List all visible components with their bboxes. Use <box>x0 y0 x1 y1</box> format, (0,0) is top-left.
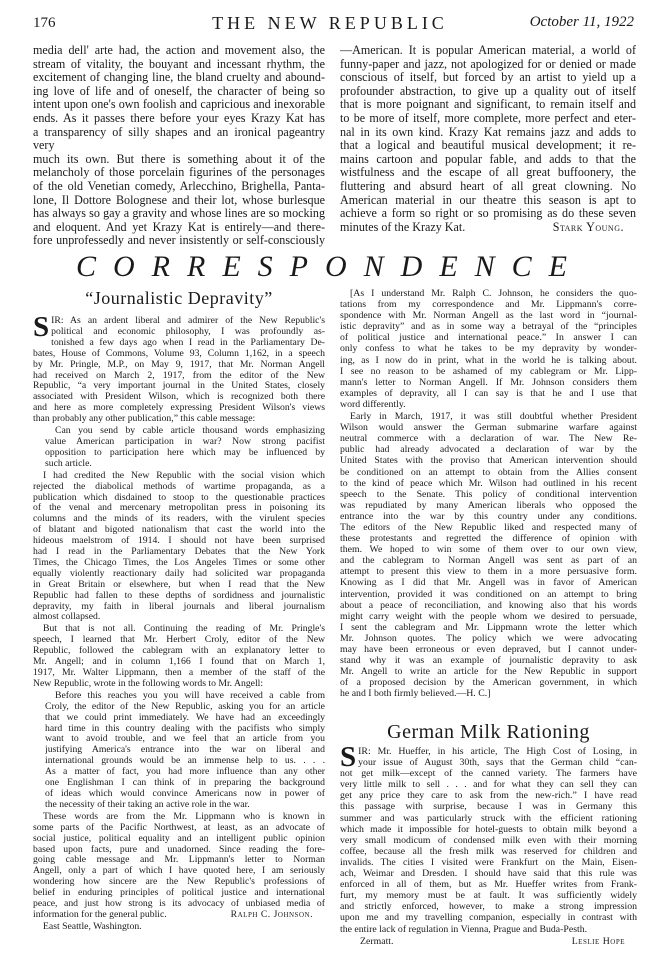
text-line: opposition to participation here which may be influenced by <box>45 447 325 458</box>
text-line: the entire lack of regulation in Vienna, Prague and Buda-Pesth. <box>340 923 588 935</box>
text-line: only confess to what he takes to be my depravity by wonder- <box>340 343 637 355</box>
page-number: 176 <box>33 15 56 31</box>
text-line: this passage with surprise, because I was in Germany this <box>340 801 637 813</box>
text-line: intervention, provided it was conditioned on an attempt to bring <box>340 588 637 600</box>
text-line: and eloquent. And yet Krazy Kat is entirely—and there- <box>33 220 325 234</box>
text-line: spondence with Mr. Norman Angell as the last word in “journal- <box>340 310 637 322</box>
publication-title: THE NEW REPUBLIC <box>212 13 448 33</box>
text-line: furt, my memory must be at fault. It was sufficiently widely <box>340 890 637 902</box>
text-line: publication which disdained to stoop to the questionable practices <box>33 492 325 503</box>
text-line: —American. It is popular American material, a world of <box>340 44 636 57</box>
text-line: international grounds would be an immense help to us. . . . <box>45 756 325 767</box>
text-line: that is more poignant and significant, to remain itself and <box>340 98 636 112</box>
text-line: Early in March, 1917, it was still doubtful whether President <box>350 411 637 423</box>
text-line: hideous maelstrom of 1914. I should not have been surprised <box>33 536 325 547</box>
text-line: word differently. <box>340 398 406 410</box>
text-line: mains cartoon and popular fable, and adds to that the <box>340 152 636 166</box>
text-line: profounder abstraction, to give up a quality out of itself <box>340 84 636 98</box>
text-line: ends. As it passes there before your eyes Krazy Kat has <box>33 111 325 125</box>
text-line: almost collapsed. <box>33 612 101 623</box>
letter-title-journalistic-depravity: “Journalistic Depravity” <box>85 288 273 308</box>
text-line: of political justice and international peace.” In answer I can <box>340 332 637 344</box>
text-line: funny-paper and jazz, not apologized for or denied or made <box>340 57 636 71</box>
paragraph <box>33 922 325 933</box>
text-line: might carry weight with the people whom we desired to persuade, <box>340 610 637 622</box>
text-line: Croly, the editor of the New Republic, asking you for an article <box>45 701 325 712</box>
text-line: of ideas which would convince Americans now in power of <box>45 788 325 799</box>
block-quote <box>45 691 325 811</box>
text-line: I see no reason to be ashamed of my cablegram or Mr. Lipp- <box>340 365 637 377</box>
text-line: American material in our theatre this season is apt to <box>340 193 636 207</box>
text-line: summer and was particularly struck with the efficient rationing <box>340 812 637 824</box>
text-line: stand why it was an example of journalistic depravity to ask <box>340 655 637 667</box>
text-line: enforced in all of them, but as Mr. Hueffer writes from Frank- <box>340 879 637 891</box>
letter-title-german-milk-rationing: German Milk Rationing <box>387 721 590 743</box>
text-line: a transparency of silly shapes and an ironical pageantry very <box>33 125 325 153</box>
text-line: get any price they care to ask from the new-rich.” I have read <box>340 790 637 802</box>
text-line: intent upon one's own foolish and capricious and inexorable <box>33 98 325 112</box>
text-line: excitement of changing line, the bland cruelty and abound- <box>33 71 325 85</box>
text-line: Knowing as I did that Mr. Angell was in favor of American <box>340 577 637 589</box>
text-line: which made it impossible for hotel-guests to obtain milk beyond a <box>340 823 637 835</box>
text-line: Mr. Angell; and in column 1,166 I found that on March 1, <box>33 657 325 668</box>
text-line <box>33 910 325 921</box>
text-line: melancholy of those porcelain figurines of the personages <box>33 166 325 180</box>
text-line: be conditioned on an attempt to obtain from the Allies consent <box>340 466 637 478</box>
text-line: As a matter of fact, you had more influence than any other <box>45 767 325 778</box>
text-line: ing love of life and of oneself, the character of being so <box>33 84 325 98</box>
drop-cap: S <box>340 741 357 773</box>
text-line: speech, I learned that Mr. Herbert Croly, editor of the New <box>33 635 325 646</box>
author-signature: Stark Young. <box>552 220 624 234</box>
text-line: entrance into the war by this country under any conditions. <box>340 510 637 522</box>
text-line: East Seattle, Washington. <box>43 921 142 932</box>
text-line: columns and the minds of its readers, with the virulent species <box>33 514 325 525</box>
text-line: the necessity of their taking an active role in the war. <box>45 799 250 810</box>
paragraph <box>340 936 637 947</box>
review-column-right <box>340 44 636 235</box>
text-line: Times, the Chicago Times, the Los Angeles Times or some other <box>33 557 325 568</box>
text-line: fore unprofessedly and never insistently or self-consciously <box>33 234 325 248</box>
text-line: wistfulness and the escape of all great buffoonery, the <box>340 166 636 180</box>
author-signature: Leslie Hope <box>571 935 625 947</box>
text-line: stream of vitality, the bouyant and incessant rhythm, the <box>33 57 325 71</box>
paragraph <box>33 311 325 425</box>
text-line: speech to the Senate. This policy of conditional intervention <box>340 488 637 500</box>
text-line <box>340 936 637 947</box>
text-line: mann's letter to Norman Angell. If Mr. Johnson considers them <box>340 376 637 388</box>
paragraph <box>33 624 325 689</box>
issue-date: October 11, 1922 <box>529 14 634 30</box>
text-line: nal in its own kind. Krazy Kat remains jazz and adds to <box>340 125 636 139</box>
text-line: ach, Weimar and Dresden. I should have said that this rule was <box>340 868 637 880</box>
letter-journalistic-depravity <box>33 311 325 934</box>
text-line: attempt to present this view to them in a more persuasive form. <box>340 566 637 578</box>
paragraph <box>340 411 637 699</box>
text-line: rejected the diabolical methods of wartime propaganda, as a <box>33 481 325 492</box>
text-line: and here as more completely expressing President Wilson's views <box>33 403 325 414</box>
text-line: Mr. Johnson quotes. The policy which we were advocating <box>340 632 637 644</box>
text-line: Wilson would answer the German submarine warfare against <box>340 422 637 434</box>
text-line: to be more of itself, more complete, more perfect and eter- <box>340 111 636 125</box>
text-line: by Mr. Pringle, M.P., on May 9, 1917, that Mr. Norman Angell <box>33 359 325 370</box>
text-line: Can you send by cable article thousand words emphasizing <box>55 426 325 437</box>
text-line: The editors of the New Republic liked and respected many of <box>340 521 637 533</box>
text-line: that we could print immediately. We have had an exceedingly <box>45 712 325 723</box>
text-line: public had already advocated a declaration of war by the <box>340 444 637 456</box>
text-line: very small modicum of condensed milk even with their morning <box>340 834 637 846</box>
paragraph <box>33 812 325 921</box>
text-line: value American participation in war? Now strong pacifist <box>45 436 325 447</box>
text-line: examples of depravity, all I can say is that he and I use that <box>340 387 637 399</box>
text-line: of the venal and mercenary metropolitan press in poisoning its <box>33 503 325 514</box>
text-line: invalids. The cities I visited were Frankfurt on the Main, Eisen- <box>340 856 637 868</box>
text-line: I sent the cablegram and Mr. Lippmann wrote the letter which <box>340 621 637 633</box>
text-line: Republic, followed the cablegram with an explanatory letter to <box>33 646 325 657</box>
text-line: very little milk to sell . . . and for what they can sell they can <box>340 779 637 791</box>
text-line: hard time in this country dealing with the pacifists who simply <box>45 723 325 734</box>
text-line: not get milk—except of the canned variety. The farmers have <box>340 768 637 780</box>
text-line: that a logical and beautiful musical development; it re- <box>340 139 636 153</box>
text-line <box>340 221 636 235</box>
text-line: political and economic philosophy, I was profoundly as- <box>51 326 325 337</box>
text-line: peace, and just how strong is its advocacy of unbiased media of <box>33 899 325 910</box>
text-line: neutral commerce with a declaration of war. The New Re- <box>340 433 637 445</box>
text-line: and the cablegram to Norman Angell was sent as part of an <box>340 555 637 567</box>
text-line: of a proposed decision by the American government, in which <box>340 677 637 689</box>
text-line: your issue of August 30th, says that the German child “can- <box>358 757 637 769</box>
text-line: based upon facts, pure and unadorned. Since reading the fore- <box>33 844 325 855</box>
text-line: some parts of the Pacific Northwest, at least, as an advocate of <box>33 822 325 833</box>
text-line-content: minutes of the Krazy Kat. <box>340 220 466 234</box>
text-line: lone, Il Dottore Bolognese and their lot, whose burlesque <box>33 193 325 207</box>
paragraph <box>340 741 637 935</box>
text-line: I had credited the New Republic with the social vision which <box>43 470 325 481</box>
text-line: want to avoid trouble, and we feel that an article from you <box>45 734 325 745</box>
text-line: social justice, political equality and an intelligent public opinion <box>33 833 325 844</box>
paragraph <box>340 288 637 410</box>
text-line: and strictly enforced, however, to make a strong impression <box>340 901 637 913</box>
text-line: justifying America's entrance into the war on liberal and <box>45 745 325 756</box>
text-line: These words are from the Mr. Lippmann who is known in <box>43 811 325 822</box>
text-line-content: Zermatt. <box>360 935 394 947</box>
text-line: Mr. Angell to write an article for the New Republic in support <box>340 666 637 678</box>
text-line: in Great Britain or elsewhere, but when I read that the New <box>33 579 325 590</box>
text-line: tonished a few days ago when I read in the Parliamentary De- <box>51 337 325 348</box>
text-line: belief in enduring principles of political justice and international <box>33 888 325 899</box>
text-line-content: information for the general public. <box>33 909 167 920</box>
letter-german-milk-rationing <box>340 741 637 948</box>
text-line: tations from my correspondence and Mr. Lippmann's corre- <box>340 299 637 311</box>
text-line: of blatant and bigoted nationalism that cast the world into the <box>33 525 325 536</box>
section-title: CORRESPONDENCE <box>76 250 584 283</box>
text-line: Republic had fallen to these depths of sordidness and journalistic <box>33 590 325 601</box>
text-line: associated with President Wilson, which is recognized both there <box>33 392 325 403</box>
text-line: media dell' arte had, the action and movement also, the <box>33 44 325 57</box>
text-line: United States with the proviso that American intervention should <box>340 455 637 467</box>
text-line: was repudiated by many American liberals who opposed the <box>340 499 637 511</box>
text-line: one Englishman I can think of in preparing the background <box>45 778 325 789</box>
text-line: he and I both firmly believed.—H. C.] <box>340 688 491 700</box>
text-line: IR: As an ardent liberal and admirer of the New Republic's <box>51 316 325 326</box>
drop-cap: S <box>33 311 50 343</box>
text-line: depravity, my faith in liberal journals and liberal journalism <box>33 601 325 612</box>
text-line: has always so gay a gravity and whose lines are so mocking <box>33 207 325 221</box>
paragraph <box>33 471 325 624</box>
text-line: 1917, Mr. Walter Lippmann, then a member of the staff of the <box>33 668 325 678</box>
editor-reply <box>340 288 637 700</box>
text-line: bates, House of Commons, Volume 93, Column 1,162, in a speech <box>33 348 325 359</box>
text-line: Republic, “a very important journal in the United States, closely <box>33 381 325 392</box>
text-line: istic depravity” and as in some way a betrayal of the “principles <box>340 321 637 333</box>
text-line: them. We hoped to win some of them over to our own view, <box>340 544 637 556</box>
text-line: going cable message and Mr. Lippmann's letter to Norman <box>33 855 325 866</box>
text-line: to the kind of peace which Mr. Wilson had outlined in his recent <box>340 477 637 489</box>
text-line: these protestants and regretted the difference of opinion with <box>340 533 637 545</box>
author-signature: Ralph C. Johnson. <box>230 909 313 920</box>
text-line: much its own. But there is something about it of the <box>33 152 325 166</box>
text-line: achieve a form so right or so promising as do these seven <box>340 207 636 221</box>
text-line: conscious of itself, but forced by an artist to yield up a <box>340 71 636 85</box>
text-line: fluttering and absurd heart of all great clowning. No <box>340 179 636 193</box>
text-line: Angell, only a part of which I have quoted here, I am seriously <box>33 866 325 877</box>
block-quote <box>45 426 325 470</box>
review-column-left <box>33 44 325 249</box>
paragraph <box>340 44 636 234</box>
text-line: Before this reaches you you will have received a cable from <box>55 690 325 701</box>
text-line: wondering how sincere are the New Republic's professions of <box>33 877 325 888</box>
text-line: But that is not all. Continuing the reading of Mr. Pringle's <box>43 624 325 635</box>
text-line: coffee, because all the fresh milk was reserved for children and <box>340 845 637 857</box>
text-line: had received on March 2, 1917, from the editor of the New <box>33 370 325 381</box>
text-line: upon me and my travelling companion, especially in contrast with <box>340 912 637 924</box>
text-line: such article. <box>45 458 92 469</box>
text-line: equally violently reactionary daily had solicited war propaganda <box>33 568 325 579</box>
text-line: had I read in the Parliamentary Debates that the New York <box>33 547 325 558</box>
text-line: ing, as I now do in print, what in the world he is talking about. <box>340 354 637 366</box>
text-line: about a peace of reconciliation, and knowing also that his words <box>340 599 637 611</box>
text-line: New Republic, wrote in the following words to Mr. Angell: <box>33 678 264 689</box>
text-line: may have been erroneous or even depraved, but I cannot under- <box>340 644 637 655</box>
text-line: than probably any other publication,” this cable message: <box>33 414 256 425</box>
text-line: of the old Venetian comedy, Arlecchino, Brighella, Panta- <box>33 179 325 193</box>
text-line: IR: Mr. Hueffer, in his article, The High Cost of Losing, in <box>358 746 637 757</box>
paragraph <box>33 44 325 248</box>
text-line: [As I understand Mr. Ralph C. Johnson, he considers the quo- <box>350 288 637 299</box>
